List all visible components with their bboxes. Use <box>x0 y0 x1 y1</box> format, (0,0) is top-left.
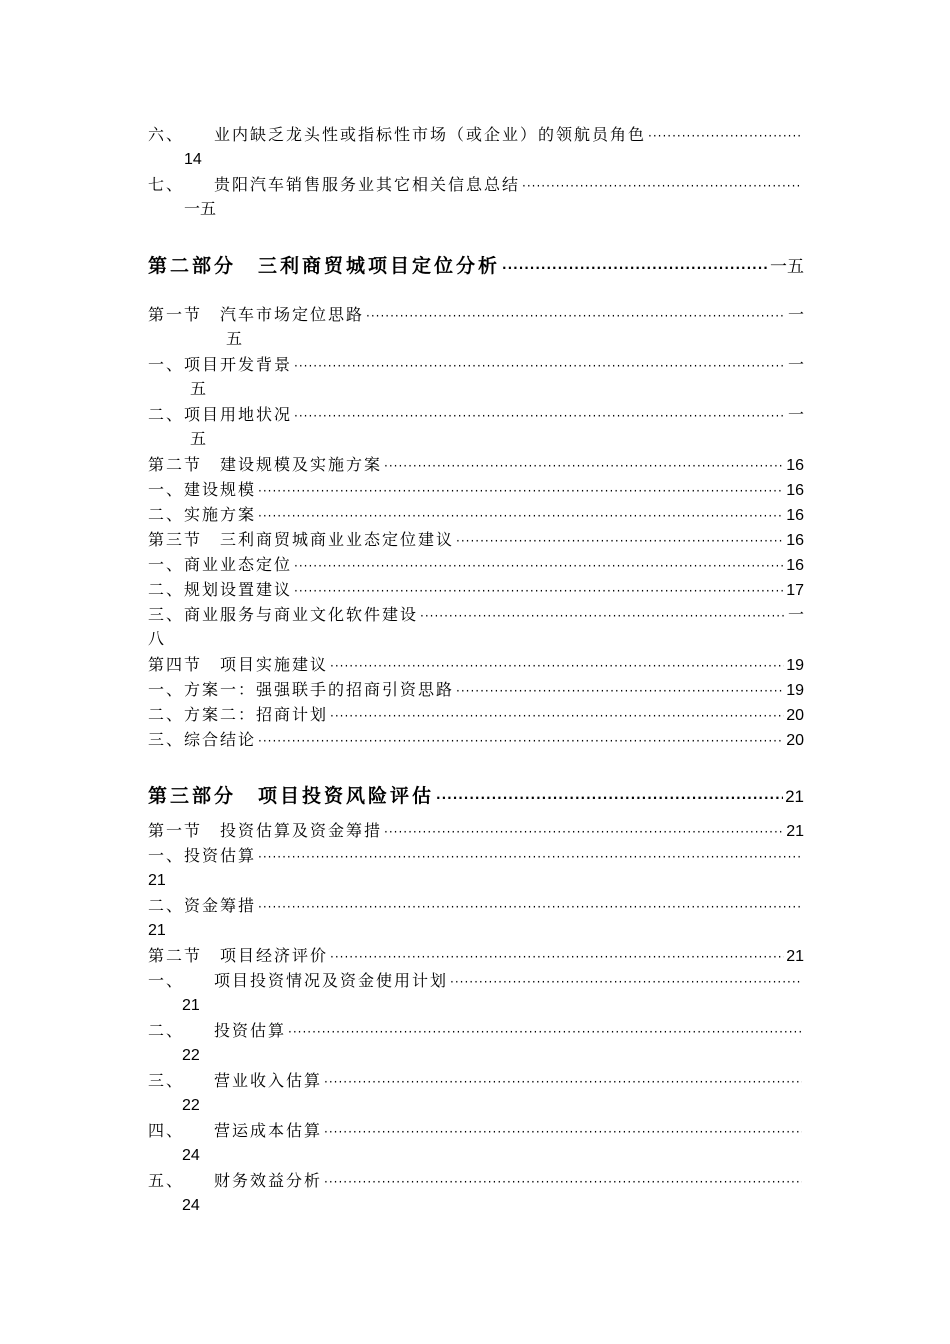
dot-leader <box>330 702 784 729</box>
entry-page: 20 <box>786 732 804 749</box>
toc-entry[interactable] <box>148 502 804 527</box>
entry-title: 三、商业服务与商业文化软件建设 <box>148 605 419 624</box>
toc-entry[interactable] <box>148 818 804 843</box>
entry-page: 16 <box>786 532 804 549</box>
toc-entry[interactable] <box>148 122 804 147</box>
dot-leader <box>294 352 786 379</box>
entry-title: 二、方案二：招商计划 <box>148 705 329 724</box>
entry-number: 一、 <box>148 971 185 990</box>
entry-title: 二、实施方案 <box>148 505 257 524</box>
entry-page: 21 <box>182 997 200 1014</box>
entry-page: 一 <box>787 307 804 324</box>
part-page: 21 <box>785 787 804 806</box>
entry-title: 营运成本估算 <box>214 1121 323 1140</box>
dot-leader <box>294 402 786 429</box>
dot-leader <box>456 527 784 554</box>
entry-title: 二、规划设置建议 <box>148 580 293 599</box>
entry-page: 一五 <box>184 201 217 218</box>
entry-title: 一、投资估算 <box>148 846 257 865</box>
dot-leader <box>420 602 786 629</box>
entry-title: 营业收入估算 <box>214 1071 323 1090</box>
entry-page: 21 <box>786 823 804 840</box>
entry-title: 第四节 项目实施建议 <box>148 655 329 674</box>
toc-entry[interactable] <box>148 943 804 968</box>
entry-page: 16 <box>786 482 804 499</box>
entry-title: 一、商业业态定位 <box>148 555 293 574</box>
entry-number: 三、 <box>148 1071 185 1090</box>
table-of-contents <box>148 122 804 1218</box>
toc-entry[interactable] <box>148 302 804 327</box>
entry-page: 24 <box>182 1197 200 1214</box>
entry-page: 20 <box>786 707 804 724</box>
entry-title: 二、资金筹措 <box>148 896 257 915</box>
dot-leader <box>648 122 802 149</box>
entry-page: 16 <box>786 507 804 524</box>
entry-number: 五、 <box>148 1171 185 1190</box>
dot-leader <box>258 727 784 754</box>
dot-leader <box>324 1168 802 1195</box>
part-heading[interactable] <box>148 252 804 280</box>
entry-page: 16 <box>786 457 804 474</box>
toc-entry[interactable] <box>148 1018 804 1043</box>
entry-title: 第二节 项目经济评价 <box>148 946 329 965</box>
entry-title: 第一节 汽车市场定位思路 <box>148 305 365 324</box>
entry-page: 一 <box>787 357 804 374</box>
entry-page: 21 <box>786 948 804 965</box>
entry-page: 22 <box>182 1047 200 1064</box>
dot-leader <box>384 452 784 479</box>
dot-leader <box>522 172 802 199</box>
entry-page: 22 <box>182 1097 200 1114</box>
entry-number: 六、 <box>148 125 185 144</box>
entry-page: 一 <box>787 607 804 624</box>
entry-title: 贵阳汽车销售服务业其它相关信息总结 <box>214 175 521 194</box>
entry-title: 第一节 投资估算及资金筹措 <box>148 821 383 840</box>
toc-entry[interactable] <box>148 1168 804 1193</box>
dot-leader <box>384 818 784 845</box>
entry-title: 二、项目用地状况 <box>148 405 293 424</box>
entry-title: 投资估算 <box>214 1021 287 1040</box>
part-title: 第三部分 项目投资风险评估 <box>148 785 435 807</box>
toc-entry[interactable] <box>148 843 804 868</box>
entry-title: 项目投资情况及资金使用计划 <box>214 971 449 990</box>
toc-entry[interactable] <box>148 1068 804 1093</box>
entry-page-continued: 21 <box>148 922 166 939</box>
dot-leader <box>330 943 784 970</box>
dot-leader <box>502 252 768 282</box>
entry-page: 17 <box>786 582 804 599</box>
dot-leader <box>294 577 784 604</box>
toc-entry[interactable] <box>148 677 804 702</box>
dot-leader <box>258 893 802 920</box>
dot-leader <box>366 302 786 329</box>
entry-page-continued: 五 <box>190 381 207 398</box>
dot-leader <box>456 677 784 704</box>
entry-title: 第二节 建设规模及实施方案 <box>148 455 383 474</box>
entry-page-continued: 八 <box>148 631 165 648</box>
entry-page-continued: 五 <box>226 331 243 348</box>
toc-entry[interactable] <box>148 968 804 993</box>
entry-title: 财务效益分析 <box>214 1171 323 1190</box>
entry-page: 16 <box>786 557 804 574</box>
entry-title: 业内缺乏龙头性或指标性市场（或企业）的领航员角色 <box>214 125 647 144</box>
entry-page: 19 <box>786 657 804 674</box>
toc-entry[interactable] <box>148 602 804 627</box>
dot-leader <box>294 552 784 579</box>
dot-leader <box>258 843 802 870</box>
toc-entry[interactable] <box>148 172 804 197</box>
entry-page: 19 <box>786 682 804 699</box>
entry-number: 四、 <box>148 1121 185 1140</box>
entry-title: 第三节 三利商贸城商业业态定位建议 <box>148 530 455 549</box>
part-heading[interactable] <box>148 782 804 810</box>
toc-entry[interactable] <box>148 577 804 602</box>
entry-page-continued: 21 <box>148 872 166 889</box>
dot-leader <box>436 782 783 812</box>
dot-leader <box>324 1118 802 1145</box>
entry-title: 一、方案一：强强联手的招商引资思路 <box>148 680 455 699</box>
toc-entry[interactable] <box>148 402 804 427</box>
toc-entry[interactable] <box>148 452 804 477</box>
dot-leader <box>450 968 802 995</box>
entry-number: 七、 <box>148 175 185 194</box>
entry-page-continued: 五 <box>190 431 207 448</box>
entry-page: 24 <box>182 1147 200 1164</box>
entry-title: 一、建设规模 <box>148 480 257 499</box>
entry-title: 三、综合结论 <box>148 730 257 749</box>
entry-title: 一、项目开发背景 <box>148 355 293 374</box>
entry-number: 二、 <box>148 1021 185 1040</box>
dot-leader <box>330 652 784 679</box>
entry-page: 一 <box>787 407 804 424</box>
toc-entry[interactable] <box>148 477 804 502</box>
toc-entry[interactable] <box>148 527 804 552</box>
part-title: 第二部分 三利商贸城项目定位分析 <box>148 255 501 277</box>
dot-leader <box>258 502 784 529</box>
toc-entry[interactable] <box>148 702 804 727</box>
toc-entry[interactable] <box>148 727 804 752</box>
dot-leader <box>258 477 784 504</box>
toc-entry[interactable] <box>148 1118 804 1143</box>
entry-page: 14 <box>184 151 202 168</box>
toc-entry[interactable] <box>148 893 804 918</box>
toc-entry[interactable] <box>148 552 804 577</box>
dot-leader <box>288 1018 802 1045</box>
dot-leader <box>324 1068 802 1095</box>
toc-entry[interactable] <box>148 352 804 377</box>
toc-entry[interactable] <box>148 652 804 677</box>
part-page: 一五 <box>770 257 804 276</box>
